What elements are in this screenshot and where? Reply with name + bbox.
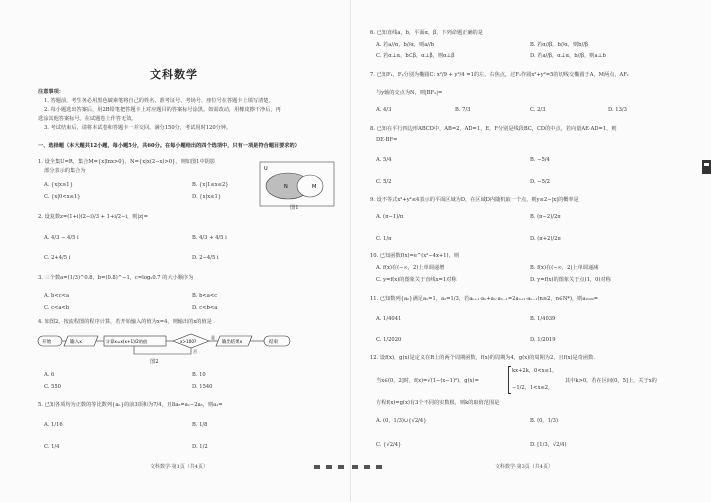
flow-cond: x>100? <box>180 339 197 344</box>
q11-stem: 11. 已知数列{aₙ}满足a₁=1，a₂=1/3，若aₙ₊₁·aₙ+aₙ·aₙ₋₁=2aₙ₊₁·aₙ₋₁(n≥2，n∈N*)，则a₂₀₂₀= <box>370 296 599 302</box>
fig1-caption: 图1 <box>290 205 299 211</box>
binding-mark <box>376 465 382 469</box>
footer-right: 文科数学·第3页（共4页） <box>495 464 553 470</box>
q3-option-a: A. b<c<a <box>44 293 70 299</box>
q1-line-2: 部分表示的集合为 <box>44 168 86 174</box>
q7-line-2: 与y轴的交点为N，则|BF₂|= <box>376 90 443 96</box>
q3-option-b: B. b<a<c <box>192 293 218 299</box>
flow-calc: 计算x=x(x+1)/2的值 <box>106 339 148 344</box>
side-tab-icon <box>704 163 709 166</box>
q7-option-d: D. 13/3 <box>608 107 627 113</box>
binding-mark <box>364 465 370 469</box>
q4-option-c: C. 550 <box>44 384 61 390</box>
footer-left: 文科数学·第1页（共4页） <box>150 464 208 470</box>
notice-line-2: 2. 每小题选出答案后，用2B铅笔把答题卡上对应题目的答案标号涂黑。如需改动，用橡皮擦干净后，再 <box>44 107 281 113</box>
page-fold-divider <box>350 0 351 502</box>
q7-option-a: A. 4/3 <box>376 107 392 113</box>
q3-option-c: C. c<a<b <box>44 305 70 311</box>
q10-stem: 10. 已知函数f(x)=e^(x²−4x+1)，则 <box>370 253 459 259</box>
q10-option-b: B. f(x)在(−∞，2)上单调递减 <box>530 265 599 271</box>
flow-end: 结束 <box>269 340 279 345</box>
binding-mark <box>314 465 320 469</box>
q9-option-a: A. (π−1)/π <box>376 214 404 220</box>
q6-option-b: B. 若α//β，b//α，则b//β <box>530 42 588 48</box>
q4-option-d: D. 1540 <box>192 384 213 390</box>
notice-line-3: 选涂其他答案标号。在试题卷上作答无效。 <box>38 116 137 122</box>
q9-option-b: B. (π−2)/2π <box>530 214 561 220</box>
q5-option-d: D. 1/2 <box>192 444 208 450</box>
q10-option-a: A. f(x)在(−∞，2)上单调递增 <box>376 265 445 271</box>
right-page <box>360 0 700 502</box>
q5-stem: 5. 已知各项均为正数的等比数列{aₙ}的前3项和为7/4，且8a₅=a₁−2a₃，则a₁= <box>38 402 223 408</box>
q10-option-c: C. y=f(x)的图象关于直线x=1对称 <box>376 277 457 283</box>
q2-option-b: B. 4/3 + 4/5 i <box>192 235 227 241</box>
q7-line-1: 7. 已知F₁，F₂分别为椭圆C: x²/9 + y²/4 =1的左、右焦点，过F₁作圆x²+y²=5的切线交椭圆于A，M两点，AF₁ <box>370 72 629 78</box>
q11-option-a: A. 1/4041 <box>376 316 402 322</box>
exam-title: 文科数学 <box>150 68 198 81</box>
fig2-caption: 图2 <box>150 359 159 365</box>
q12-piece-2: −1/2，1<x≤2, <box>512 385 550 391</box>
q10-option-d: D. y=f(x)的图象关于点(1，0)对称 <box>530 277 611 283</box>
q8-option-c: C. 5/2 <box>376 179 392 185</box>
q5-option-b: B. 1/8 <box>192 422 208 428</box>
q11-option-b: B. 1/4039 <box>530 316 556 322</box>
q2-stem: 2. 设复数z=(1+i)(2−i)/3 + 1+i/2−i，则|z|= <box>38 214 148 220</box>
binding-mark <box>326 465 332 469</box>
q12-option-c: C. {√2/4} <box>376 442 402 448</box>
binding-mark <box>338 465 344 469</box>
q7-option-c: C. 2/3 <box>530 107 546 113</box>
q6-option-a: A. 若a//α，b//α，则a//b <box>376 42 435 48</box>
notice-line-4: 3. 考试结束后，请将本试卷和答题卡一并交回。满分150分，考试用时120分钟。 <box>44 125 232 131</box>
q12-line-4: 方程f(x)=g(x)有3个不同的实数根，则k的取值范围是 <box>376 400 500 406</box>
q11-option-c: C. 1/2020 <box>376 337 402 343</box>
binding-mark <box>352 465 358 469</box>
q7-option-b: B. 7/3 <box>455 107 471 113</box>
q5-option-a: A. 1/16 <box>44 422 63 428</box>
q3-stem: 3. 三个数a=(1/3)^0.8，b=(0.8)^−1，c=log₂0.7 的大小顺序为 <box>38 275 194 281</box>
q1-option-c: C. {x|0<x≤1} <box>44 194 81 200</box>
q12-piece-1: kx+2k，0<x≤1, <box>512 368 554 374</box>
q12-option-b: B. (0，1/3) <box>530 418 558 424</box>
q11-option-d: D. 1/2019 <box>530 337 556 343</box>
q9-option-d: D. (π+2)/2π <box>530 236 561 242</box>
q6-option-d: D. 若a//β，α⊥α，b//β，则a⊥b <box>530 53 606 59</box>
fig2-flowchart <box>36 328 336 358</box>
fig1-label-m: M <box>312 184 317 190</box>
q4-option-a: A. 6 <box>44 372 55 378</box>
q2-option-d: D. 2−4/5 i <box>192 255 219 261</box>
flow-start: 开始 <box>42 340 52 345</box>
q8-option-a: A. 5/4 <box>376 157 392 163</box>
q6-option-c: C. 若α⊥α，b⊂β，α⊥β，则α⊥β <box>376 53 455 59</box>
fig1-label-u: U <box>264 166 268 172</box>
q4-stem: 4. 如图2，按流程图的程序计算，若开始输入的值为x=4，则输出的x的值是 <box>38 319 212 325</box>
flow-yes: 是 <box>211 335 215 340</box>
q8-option-d: D. −5/2 <box>530 179 550 185</box>
flow-no: 否 <box>193 349 197 354</box>
section-1-heading: 一、选择题（本大题共12小题，每小题5分，共60分。在每小题给出的四个选项中，只有一项是符合题目要求的） <box>38 143 300 149</box>
q12-line-3: 其中k>0，若在区间(0，5]上，关于x的 <box>565 378 657 384</box>
q9-option-c: C. 1/π <box>376 236 392 242</box>
q3-option-d: D. c<b<a <box>192 305 218 311</box>
q12-option-a: A. (0，1/3)∪{√2/4} <box>376 418 427 424</box>
q9-stem: 9. 设不等式x²+y²≤4表示的平面区域为D，在区域D内随机取一个点，则y≤2−|x|的概率是 <box>370 197 579 203</box>
fig1-venn-diagram <box>258 160 338 210</box>
left-page <box>0 0 345 502</box>
q1-option-a: A. {x|x≥1} <box>44 182 73 188</box>
q1-line-1: 1. 设全集U=R，集合M={x|lnx>0}，N={x|x(2−x)>0}，则如图1中阴影 <box>38 159 216 165</box>
q12-line-2: 当x∈(0，2]时，f(x)=√(1−(x−1)²)，g(x)= <box>376 378 479 384</box>
q12-brace <box>508 366 511 394</box>
q2-option-c: C. 2+4/5 i <box>44 255 71 261</box>
notice-line-1: 1. 答题前，考生务必用黑色碳素笔将自己的姓名、准考证号、考场号、座位号在答题卡上填写清楚。 <box>44 98 274 104</box>
flow-input: 输入x <box>70 340 82 345</box>
flow-output: 输出结果x <box>222 340 243 345</box>
q8-line-2: DE·BF= <box>376 137 398 143</box>
q6-stem: 6. 已知直线a，b，平面α，β，下列命题正确的是 <box>370 30 483 36</box>
q12-line-1: 12. 设f(x)，g(x)是定义在R上的两个周期函数，f(x)的周期为4，g(x)的周期为2，且f(x)是奇函数. <box>370 355 595 361</box>
q1-option-d: D. {x|x≤1} <box>192 194 222 200</box>
q8-line-1: 8. 已知在平行四边形ABCD中，AB=2，AD=1，E，F分别是线段BC，CD的中点，若向量AE·AD=1，则 <box>370 126 617 132</box>
q1-option-b: B. {x|1≤x≤2} <box>192 182 229 188</box>
q4-option-b: B. 10 <box>192 372 206 378</box>
fig1-label-n: N <box>284 184 288 190</box>
q5-option-c: C. 1/4 <box>44 444 60 450</box>
q12-option-d: D. [1/3，√2/4) <box>530 442 567 448</box>
q2-option-a: A. 4/3 − 4/5 i <box>44 235 79 241</box>
q8-option-b: B. −5/4 <box>530 157 550 163</box>
notice-heading: 注意事项： <box>38 89 64 95</box>
